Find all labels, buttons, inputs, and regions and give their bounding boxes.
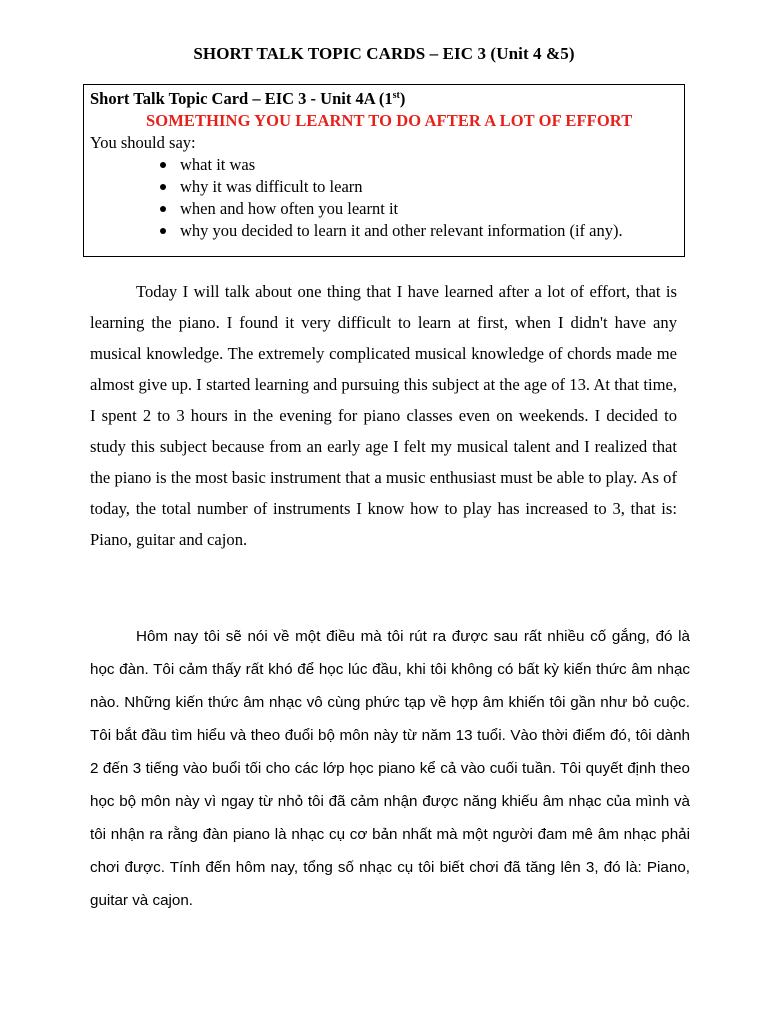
english-answer-paragraph: Today I will talk about one thing that I have learned after a lot of effort, that is learning the piano. I found it very difficult to learn at first, when I didn't have any musical knowledge. The extremely complicated musical knowledge of chords made me almost give up. I started learning and pursuing this subject at the age of 13. At that time, I spent 2 to 3 hours in the evening for piano classes even on weekends. I decided to study this subject because from an early age I felt my musical talent and I realized that the piano is the most basic instrument that a music enthusiast must be able to play. As of today, the total number of instruments I know how to play has increased to 3, that is: Piano, guitar and cajon. bbox=[90, 282, 677, 549]
bullet-item bbox=[160, 220, 684, 242]
topic-card-prompt: You should say: bbox=[90, 133, 196, 152]
topic-card bbox=[83, 84, 685, 257]
bullet-item bbox=[160, 176, 684, 198]
topic-card-heading-superscript: st bbox=[392, 90, 400, 101]
bullet-dot-icon bbox=[160, 228, 166, 234]
bullet-item bbox=[160, 154, 684, 176]
topic-card-heading-end: ) bbox=[399, 89, 406, 108]
document-title: SHORT TALK TOPIC CARDS – EIC 3 (Unit 4 &5) bbox=[193, 44, 575, 63]
bullet-text: when and how often you learnt it bbox=[180, 199, 399, 218]
bullet-dot-icon bbox=[160, 206, 166, 212]
topic-card-bullet-list bbox=[90, 154, 684, 242]
bullet-dot-icon bbox=[160, 184, 166, 190]
bullet-text: what it was bbox=[180, 155, 256, 174]
topic-card-heading-text: Short Talk Topic Card – EIC 3 - Unit 4A (1 bbox=[90, 89, 393, 108]
bullet-dot-icon bbox=[160, 162, 166, 168]
bullet-text: why you decided to learn it and other relevant information (if any). bbox=[180, 221, 623, 240]
bullet-text: why it was difficult to learn bbox=[180, 177, 363, 196]
vietnamese-translation-paragraph: Hôm nay tôi sẽ nói về một điều mà tôi rút ra được sau rất nhiều cố gắng, đó là học đàn. Tôi cảm thấy rất khó để học lúc đầu, khi tôi không có bất kỳ kiến thức âm nhạc nào. Những kiến thức âm nhạc vô cùng phức tạp về hợp âm khiến tôi gần như bỏ cuộc. Tôi bắt đầu tìm hiểu và theo đuổi bộ môn này từ năm 13 tuổi. Vào thời điểm đó, tôi dành 2 đến 3 tiếng vào buổi tối cho các lớp học piano kể cả vào cuối tuần. Tôi quyết định theo học bộ môn này vì ngay từ nhỏ tôi đã cảm nhận được năng khiếu âm nhạc của mình và tôi nhận ra rằng đàn piano là nhạc cụ cơ bản nhất mà một người đam mê âm nhạc phải chơi được. Tính đến hôm nay, tổng số nhạc cụ tôi biết chơi đã tăng lên 3, đó là: Piano, guitar và cajon. bbox=[90, 628, 690, 909]
topic-card-topic: SOMETHING YOU LEARNT TO DO AFTER A LOT OF EFFORT bbox=[146, 111, 633, 130]
topic-card-heading bbox=[90, 88, 684, 110]
bullet-item bbox=[160, 198, 684, 220]
